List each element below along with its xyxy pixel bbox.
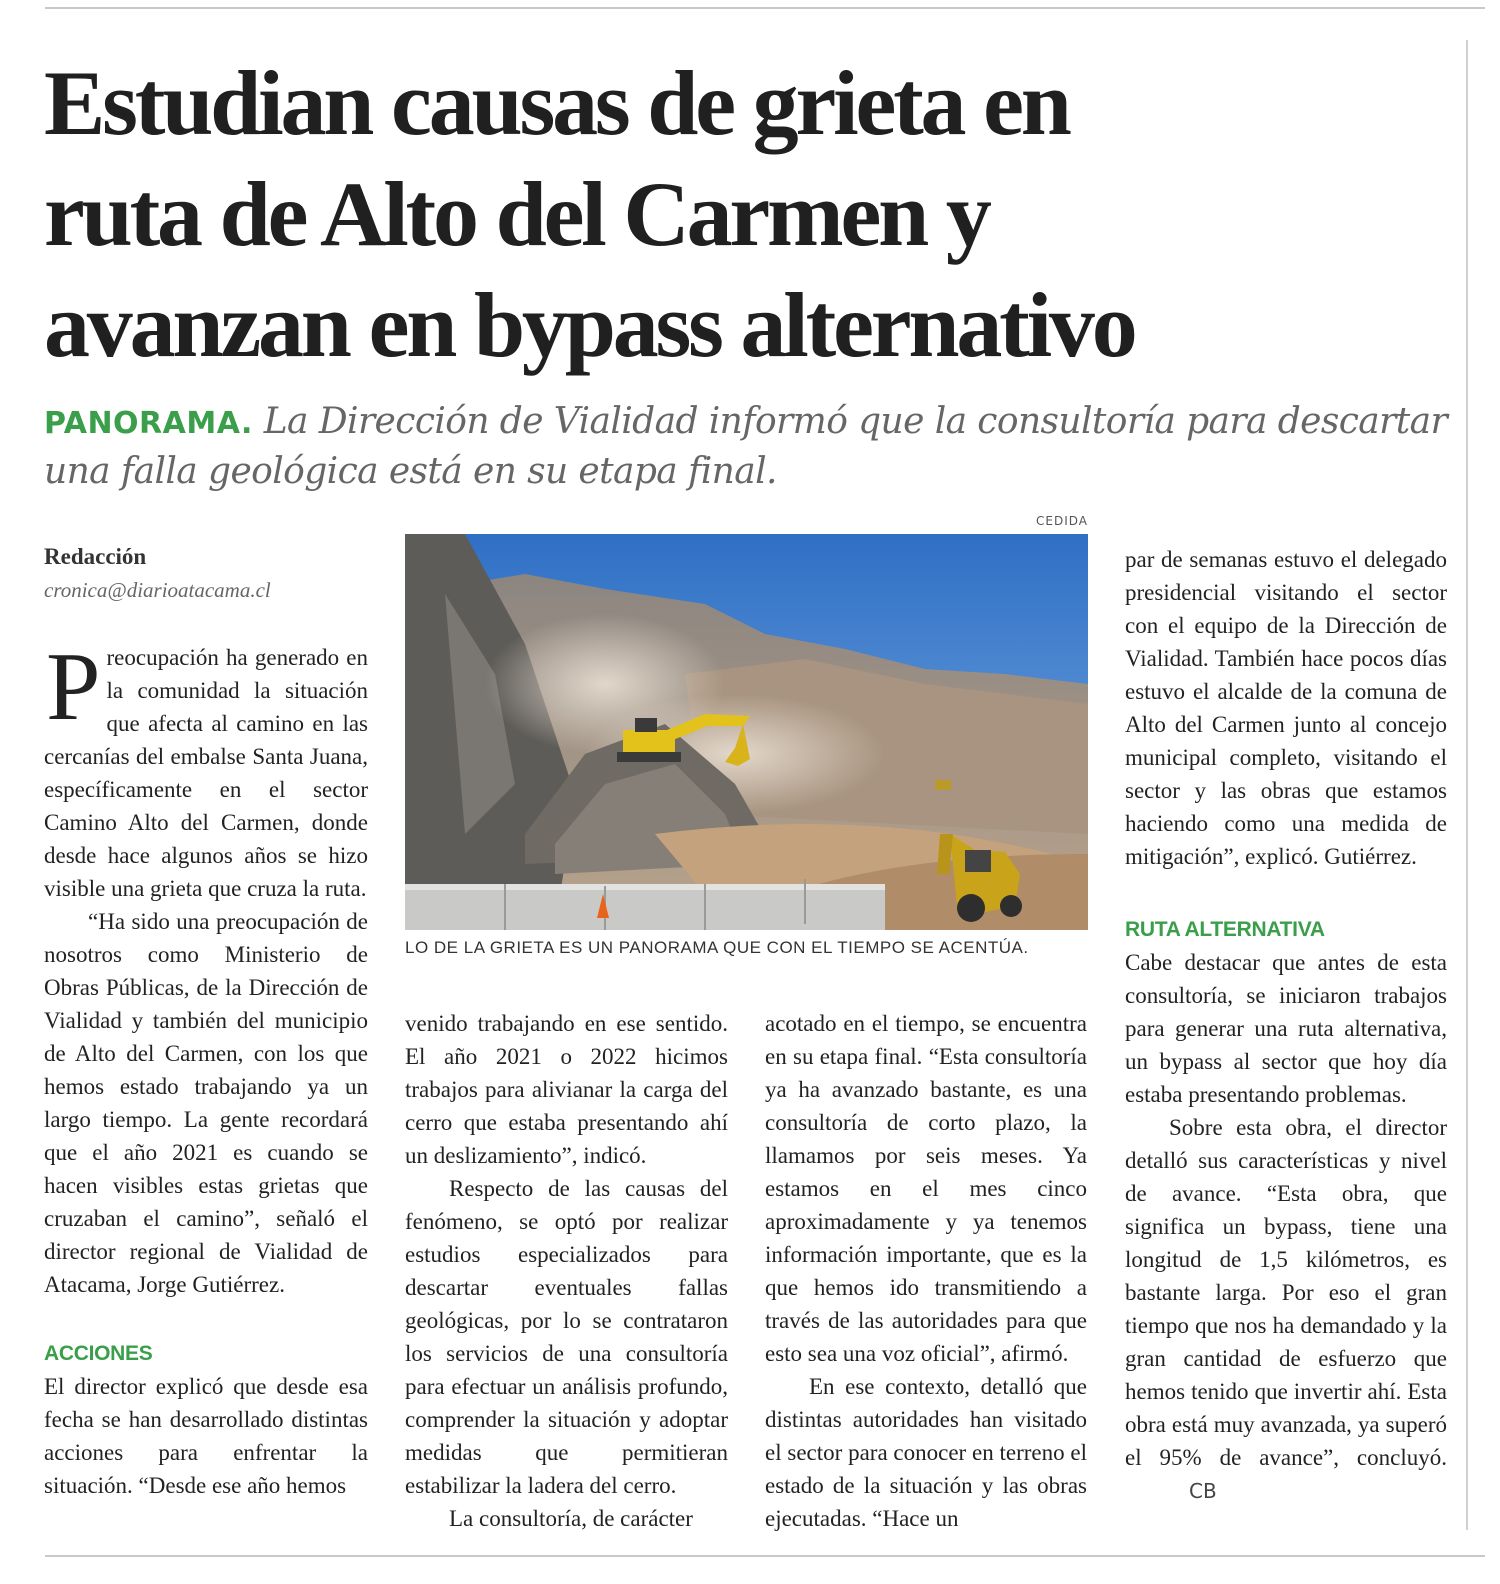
article-paragraph-11 [1125, 1111, 1447, 1508]
byline-email: cronica@diarioatacama.cl [44, 578, 271, 602]
article-column-3 [765, 1007, 1087, 1535]
article-paragraph-1: reocupación ha generado en la comunidad la situación que afecta al camino en las cercanías del embalse Santa Juana, específicamente en el sector Camino Alto del Carmen, donde desde hace algunos años se hizo visible una grieta que cruza la ruta. [44, 645, 368, 901]
article-paragraph-10: Cabe destacar que antes de esta consultoría, se iniciaron trabajos para generar una ruta alternativa, un bypass al sector que hoy día estaba presentando problemas. [1125, 950, 1447, 1107]
article-paragraph-8: En ese contexto, detalló que distintas autoridades han visitado el sector para conocer en terreno el estado de la situación y las obras ejecutadas. “Hace un [765, 1374, 1087, 1531]
article-photo [405, 534, 1088, 930]
subheading-ruta-alternativa: RUTA ALTERNATIVA [1125, 918, 1325, 941]
headline-line-2: ruta de Alto del Carmen y [44, 163, 989, 265]
headline-line-3: avanzan en bypass alternativo [44, 274, 1135, 376]
article-paragraph-4: venido trabajando en ese sentido. El año 2021 o 2022 hicimos trabajos para alivianar la carga del cerro que estaba presentando ahí un deslizamiento”, indicó. [405, 1011, 728, 1168]
drop-cap: P [46, 633, 101, 741]
byline-author: Redacción [44, 544, 147, 569]
photo-caption: LO DE LA GRIETA ES UN PANORAMA QUE CON EL TIEMPO SE ACENTÚA. [405, 938, 1029, 957]
deck [44, 398, 1464, 496]
headline [44, 48, 1464, 381]
column-rule [1466, 40, 1468, 1530]
article-paragraph-2: “Ha sido una preocupación de nosotros como Ministerio de Obras Públicas, de la Dirección de Vialidad y también del municipio de Alto del Carmen, con los que hemos estado trabajando ya un largo tiempo. La gente recordará que el año 2021 es cuando se hacen visibles estas grietas que cruzaban el camino”, señaló el director regional de Vialidad de Atacama, Jorge Gutiérrez. [44, 909, 368, 1297]
article-paragraph-11-text: Sobre esta obra, el director detalló sus características y nivel de avance. “Esta obra, que significa un bypass, tiene una longitud de 1,5 kilómetros, es bastante larga. Por eso el gran tiempo que nos ha demandado y la gran cantidad de esfuerzo que hemos tenido que invertir ahí. Esta obra está muy avanzada, ya superó el 95% de avance”, concluyó. [1125, 1115, 1447, 1470]
article-paragraph-lead [44, 633, 368, 905]
photo-credit: CEDIDA [1036, 514, 1088, 528]
subheading-acciones: ACCIONES [44, 1342, 153, 1365]
top-rule [45, 7, 1485, 9]
deck-text: La Dirección de Vialidad informó que la consultoría para descartar una falla geológica está en su etapa final. [44, 401, 1448, 492]
article-paragraph-9: par de semanas estuvo el delegado presidencial visitando el sector con el equipo de la Dirección de Vialidad. También hace pocos días estuvo el alcalde de la comuna de Alto del Carmen junto al concejo municipal completo, visitando el sector y las obras que estamos haciendo como una medida de mitigación”, explicó. Gutiérrez. [1125, 547, 1447, 869]
end-mark-icon: CB [1189, 1479, 1217, 1503]
headline-line-1: Estudian causas de grieta en [44, 52, 1069, 154]
article-paragraph-6: La consultoría, de carácter [449, 1506, 693, 1531]
bottom-rule [45, 1555, 1485, 1557]
article-paragraph-7: acotado en el tiempo, se encuentra en su etapa final. “Esta consultoría ya ha avanzado bastante, es una consultoría de corto plazo, la llamamos por seis meses. Ya estamos en el mes cinco aproximadamente y ya tenemos información importante, que es la que hemos ido transmitiendo a través de las autoridades para que esto sea una voz oficial”, afirmó. [765, 1011, 1087, 1366]
article-paragraph-3: El director explicó que desde esa fecha se han desarrollado distintas acciones para enfrentar la situación. “Desde ese año hemos [44, 1374, 368, 1498]
article-column-4 [1125, 543, 1447, 1508]
deck-kicker: PANORAMA. [44, 406, 253, 441]
article-column-2 [405, 1007, 728, 1535]
article-paragraph-5: Respecto de las causas del fenómeno, se optó por realizar estudios especializados para descartar eventuales fallas geológicas, por lo se contrataron los servicios de una consultoría para efectuar un análisis profundo, comprender la situación y adoptar medidas que permitieran estabilizar la ladera del cerro. [405, 1176, 728, 1498]
article-column-1 [44, 633, 368, 1502]
